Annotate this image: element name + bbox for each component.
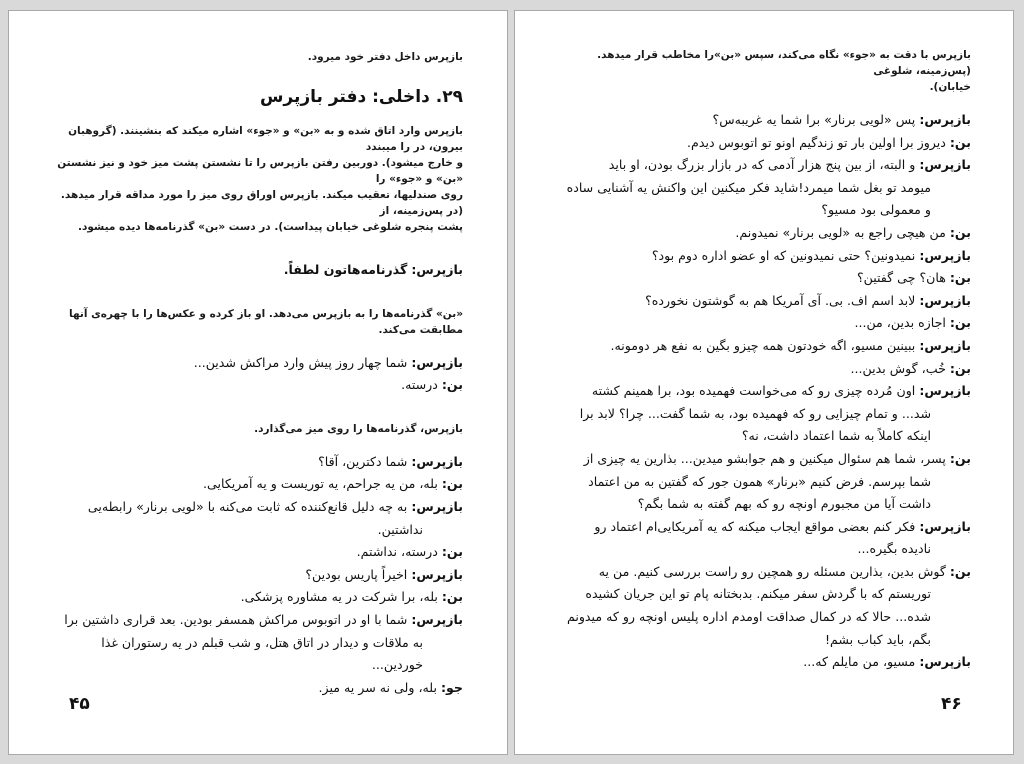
speaker-name: بازپرس: [919,383,971,399]
dialogue-continuation [51,632,463,655]
dialogue-line [555,290,971,313]
dialogue-text: بله، برا شرکت در یه مشاوره پزشکی. [240,589,438,605]
dialogue-text: نادیده بگیره... [857,541,931,557]
scene-heading: ۲۹. داخلی: دفتر بازپرس [259,87,463,107]
dialogue-line [51,496,463,519]
dialogue-continuation [555,403,971,426]
right-page [514,10,1014,755]
dialogue-line [555,651,971,674]
dialogue-text: توریستم که با گردش سفر میکنم. بدبختانه پام تو این جریان کشیده [585,586,931,602]
dialogue-continuation [555,177,971,200]
speaker-name: بازپرس: [411,354,463,370]
dialogue-text: فکر کنم بعضی مواقع ایجاب میکنه که یه آمریکایی‌ام اعتماد رو [594,518,916,534]
dialogue-continuation [555,583,971,606]
dialogue-line [555,448,971,471]
dialogue-text: بله، من یه جراحم، یه توریست و یه آمریکایی. [203,476,438,492]
dialogue-text: اخیراً پاریس بودین؟ [305,566,408,582]
dialogue-text: شده... حالا که در کمال صداقت اومدم اداره پلیس اونچه رو که میدونم [566,609,931,625]
speaker-name: بن: [949,315,971,331]
stage-direction: بازپرس داخل دفتر خود میرود. [307,51,463,63]
dialogue-text: اجازه بدین، من... [854,315,946,331]
dialogue-continuation [555,493,971,516]
speaker-name: بن: [441,476,463,492]
dialogue-text: درسته. [401,377,438,393]
page-number: ۴۵ [69,694,90,714]
dialogue-text: به ملاقات و دیدار در اتاق هتل، و شب قبلم در یه رستوران غذا [101,634,423,650]
dialogue-text: مسیو، من مایلم که... [803,654,916,670]
dialogue-block [51,451,463,700]
stage-direction: «بن» گذرنامه‌ها را به بازپرس می‌دهد. او باز کرده و عکس‌ها را با چهره‌ی آنها مطابقت می‌کند. [69,307,463,336]
dialogue-line [51,451,463,474]
scene-description [51,123,463,235]
dialogue-text: شما چهار روز پیش وارد مراکش شدین... [193,354,408,370]
speaker-name: بن: [441,544,463,560]
left-page-content [51,49,463,699]
speaker-name: بازپرس: [411,498,463,514]
speaker-name: بازپرس: [919,247,971,263]
dialogue-line [51,541,463,564]
dialogue-line [51,352,463,375]
dialogue-text: نداشتین. [377,521,423,537]
dialogue-continuation [555,425,971,448]
right-page-content [555,47,971,674]
left-page [8,10,508,755]
dialogue-text: خُب، گوش بدین... [850,360,946,376]
dialogue-continuation [51,654,463,677]
dialogue-text: بله، ولی نه سر یه میز. [318,679,437,695]
speaker-name: بن: [949,224,971,240]
dialogue-line [51,564,463,587]
speaker-name: بازپرس: [919,337,971,353]
speaker-name: بن: [441,589,463,605]
dialogue-line [555,222,971,245]
dialogue-text: هان؟ چی گفتین؟ [856,270,946,286]
dialogue-line [555,561,971,584]
dialogue-text: شما بپرسم. فرض کنیم «برنار» همون جور که گفتین به من اعتماد [588,473,931,489]
dialogue-text: خوردین... [371,657,423,673]
dialogue-line [555,245,971,268]
speaker-name: بازپرس: [411,611,463,627]
dialogue-text: و البته، از بین پنج هزار آدمی که در بازار بزرگ بودن، او باید [608,157,916,173]
dialogue-block [51,352,463,397]
page-number: ۴۶ [941,694,962,714]
stage-direction-line: خیابان). [929,81,971,93]
dialogue-text: به چه دلیل قانع‌کننده که ثابت می‌کنه با «لویی برنار» رابطه‌یی [87,498,408,514]
dialogue-line [555,154,971,177]
dialogue-line [555,267,971,290]
dialogue-block [555,109,971,674]
speaker-name: بن: [949,563,971,579]
dialogue-line [555,380,971,403]
dialogue-text: شد... و تمام چیزایی رو که فهمیده بود، به شما گفت... چرا؟ لابد برا [579,405,931,421]
dialogue-line [555,358,971,381]
scene-description-line: پشت پنجره شلوغی خیابان پیداست). در دست «بن» گذرنامه‌ها دیده میشود. [77,221,463,233]
scene-description-line: روی صندلیها، تعقیب میکند. بازپرس اوراق روی میز را مورد مداقه قرار میدهد. (در پس‌زمینه، از [60,189,463,217]
dialogue-continuation [555,538,971,561]
dialogue-text: گذرنامه‌هاتون لطفاً. [283,262,408,277]
speaker-name: بن: [949,270,971,286]
dialogue-line [51,677,463,700]
speaker-name: بن: [949,134,971,150]
scene-description-line: بازپرس وارد اتاق شده و به «بن» و «جوء» اشاره میکند که بنشینند. (گروهبان بیرون، در را میبندد [68,125,463,153]
dialogue-line [51,473,463,496]
speaker-name: بازپرس: [919,292,971,308]
dialogue-continuation [555,629,971,652]
dialogue-text: درسته، نداشتم. [356,544,438,560]
dialogue-text: گوش بدین، بذارین مسئله رو همچین رو راست بررسی کنیم. من یه [598,563,946,579]
dialogue-line [51,586,463,609]
dialogue-text: داشت آیا من مجبورم اونچه رو که بهم گفته به شما بگم؟ [637,496,931,512]
stage-direction [555,47,971,95]
dialogue-continuation [555,471,971,494]
dialogue-text: دیروز برا اولین بار تو زندگیم اونو تو اتوبوس دیدم. [687,134,946,150]
speaker-name: بن: [949,360,971,376]
dialogue-line [51,374,463,397]
speaker-name: بازپرس: [919,654,971,670]
dialogue-continuation [555,199,971,222]
dialogue-text: شما دکترین، آقا؟ [318,453,408,469]
speaker-name: بازپرس: [919,112,971,127]
dialogue-text: و معمولی بود مسیو؟ [821,202,931,218]
dialogue-line [51,259,463,282]
dialogue-text: ببینین مسیو، اگه خودتون همه چیزو بگین به نفع هر دومونه. [610,337,916,353]
dialogue-text: میومد تو بغل شما میمرد!شاید فکر میکنین این واکنش یه آشنایی ساده [566,179,931,195]
dialogue-text: پس «لویی برنار» برا شما یه غریبه‌س؟ [712,112,916,127]
speaker-name: بازپرس: [919,518,971,534]
dialogue-text: شما با او در اتوبوس مراکش همسفر بودین. بعد قراری داشتین برا [64,611,408,627]
dialogue-text: بگم، باید کباب بشم! [824,631,931,647]
speaker-name: بازپرس: [411,262,463,277]
dialogue-continuation [555,606,971,629]
dialogue-line [555,109,971,132]
dialogue-text: من هیچی راجع به «لویی برنار» نمیدونم. [735,224,946,240]
stage-direction-line: بازپرس با دقت به «جوء» نگاه می‌کند، سپس «بن»را مخاطب قرار میدهد. (پس‌زمینه، شلوغی [597,49,971,77]
dialogue-text: پسر، شما هم سئوال میکنین و هم جوابشو میدین... بذارین یه چیزی از [583,450,946,466]
dialogue-text: نمیدونین؟ حتی نمیدونین که او عضو اداره دوم بود؟ [651,247,916,263]
dialogue-line [555,516,971,539]
dialogue-line [555,335,971,358]
speaker-name: بن: [441,377,463,393]
scene-description-line: و خارج میشود). دوربین رفتن بازپرس را تا نشستن پشت میز خود و نیز نشستن «بن» و «جوء» را [57,157,463,185]
dialogue-text: اینکه کاملاً به شما اعتماد داشت، نه؟ [741,428,931,444]
dialogue-line [555,312,971,335]
speaker-name: بازپرس: [411,453,463,469]
speaker-name: بن: [949,450,971,466]
speaker-name: بازپرس: [411,566,463,582]
dialogue-text: اون مُرده چیزی رو که می‌خواست فهمیده بود، برا همینم کشته [591,383,916,399]
speaker-name: جو: [440,679,463,695]
stage-direction: بازپرس، گذرنامه‌ها را روی میز می‌گذارد. [254,422,463,435]
dialogue-continuation [51,519,463,542]
dialogue-text: لابد اسم اف. بی. آی آمریکا هم به گوشتون نخورده؟ [645,292,916,308]
dialogue-line [555,132,971,155]
speaker-name: بازپرس: [919,157,971,173]
dialogue-line [51,609,463,632]
